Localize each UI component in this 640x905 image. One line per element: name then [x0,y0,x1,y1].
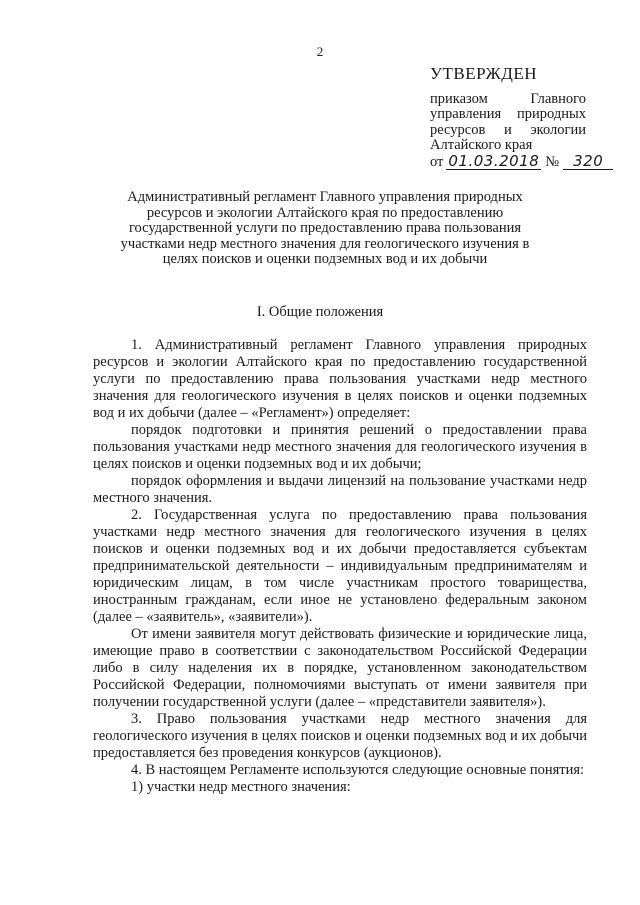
document-title: Административный регламент Главного управления природных ресурсов и экологии Алтайского края по предоставлению государственной услуги по предоставлению права пользования участками недр местного значения для геологического изучения в целях поисков и оценки подземных вод и их добычи [120,189,530,267]
order-date: 01.03.2018 [448,151,540,170]
paragraph: 3. Право пользования участками недр местного значения для геологического изучения в целях поисков и оценки подземных вод и их добычи предоставляется без проведения конкурсов (аукционов). [93,711,587,761]
approval-line: ресурсов и экологии [430,121,586,138]
order-line [430,151,604,171]
paragraph: 1. Административный регламент Главного управления природных ресурсов и экологии Алтайского края по предоставлению государственной услуги по предоставлению права пользования участками недр местного значения для геологического изучения в целях поисков и оценки подземных вод и их добычи (далее – «Регламент») определяет: [93,337,587,421]
order-number: 320 [563,154,613,171]
approval-line: приказом Главного [430,90,586,107]
order-number-label: № [545,153,560,170]
paragraph: 2. Государственная услуга по предоставлению права пользования участками недр местного значения для геологического изучения в целях поисков и оценки подземных вод и их добычи предоставляется субъектам предпринимательской деятельности – индивидуальным предпринимателям и юридическим лицам, в том числе участникам простого товарищества, иностранным гражданам, если иное не установлено федеральным законом (далее – «заявитель», «заявители»). [93,507,587,625]
section-heading: I. Общие положения [256,304,384,320]
approval-line: управления природных [430,106,586,122]
order-prefix: от [430,153,444,170]
approval-body [430,92,586,154]
paragraph: порядок подготовки и принятия решений о предоставлении права пользования участками недр местного значения для геологического изучения в целях поисков и оценки подземных вод и их добычи; [93,422,587,472]
page-number: 2 [316,44,324,59]
paragraph: 1) участки недр местного значения: [131,779,351,795]
paragraph: порядок оформления и выдачи лицензий на пользование участками недр местного значения. [93,473,587,506]
paragraph: 4. В настоящем Регламенте используются следующие основные понятия: [131,762,585,778]
approval-line: Алтайского края [430,137,533,153]
approval-title: УТВЕРЖДЕН [430,64,537,83]
paragraph: От имени заявителя могут действовать физические и юридические лица, имеющие право в соответствии с законодательством Российской Федерации либо в силу наделения их в порядке, установленном законодательством Российской Федерации, полномочиями выступать от имени заявителя при получении государственной услуги (далее – «представители заявителя»). [93,626,587,710]
body-text [93,337,587,796]
approval-block [430,64,604,170]
